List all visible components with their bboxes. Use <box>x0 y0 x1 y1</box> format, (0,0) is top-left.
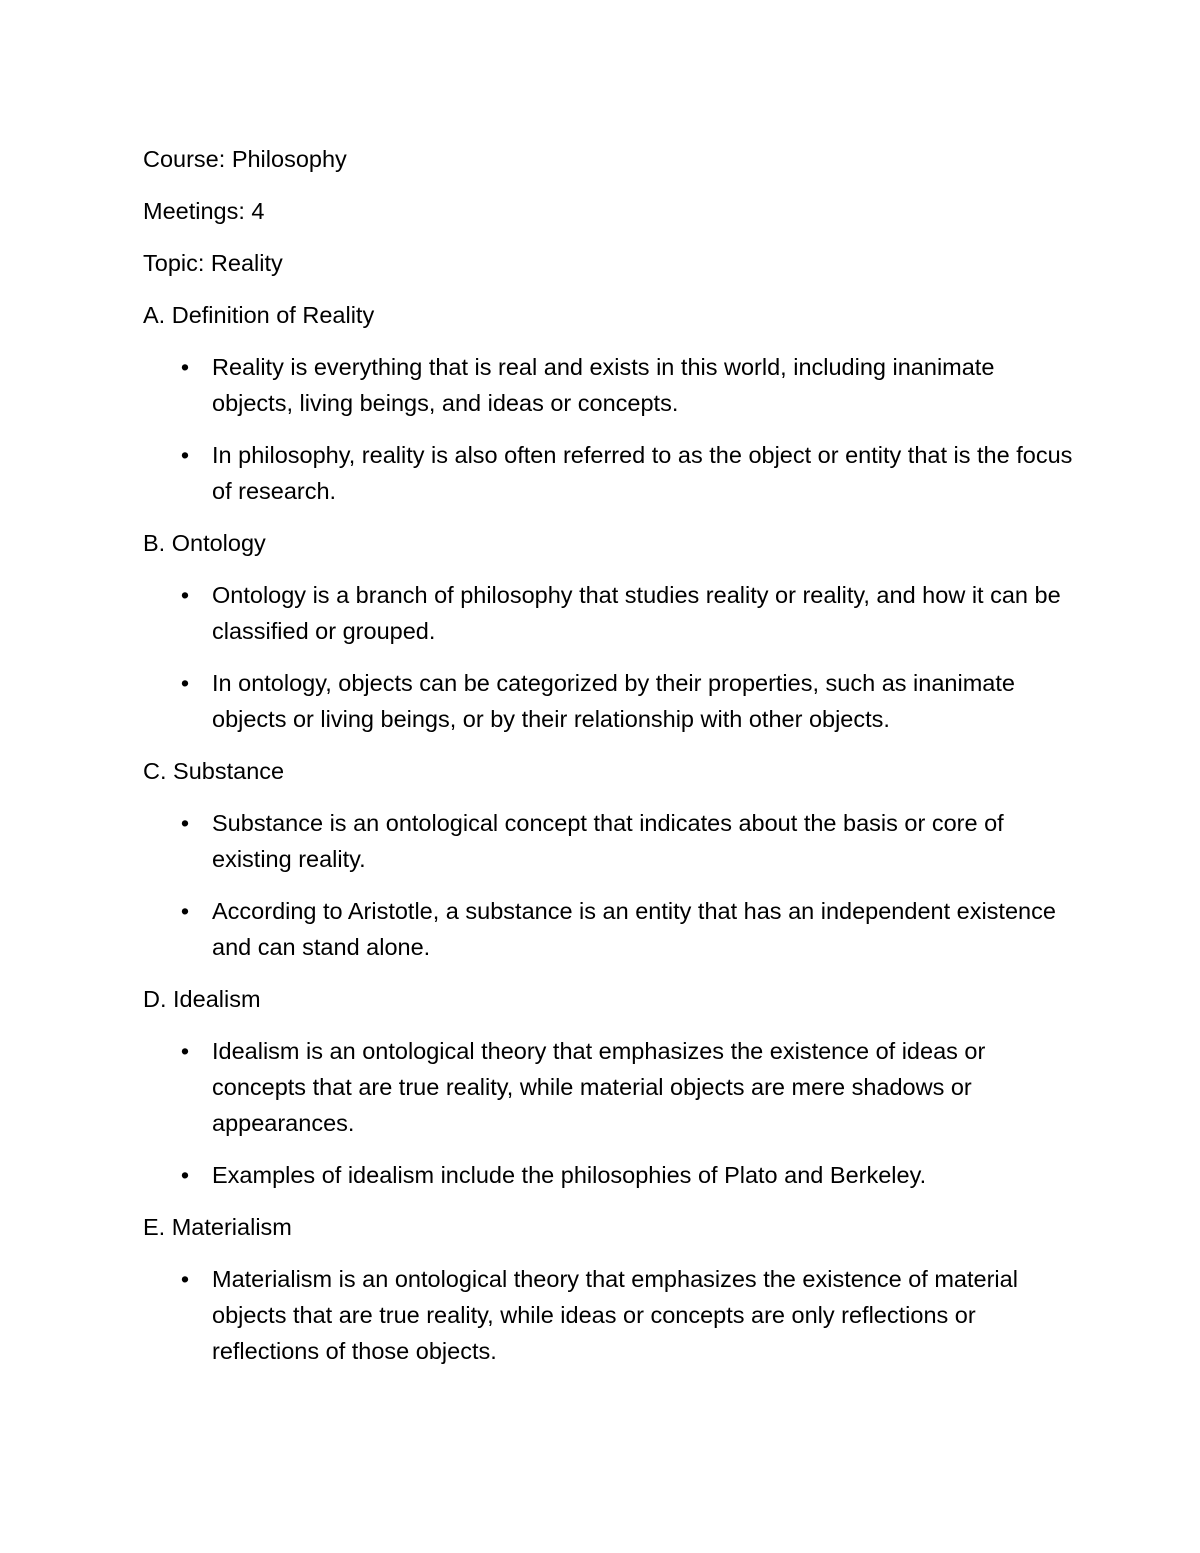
bullet-icon: • <box>180 1038 190 1064</box>
section-materialism <box>143 1209 1073 1369</box>
section-idealism <box>143 981 1073 1193</box>
section-heading: D. Idealism <box>143 986 261 1012</box>
document-content <box>143 141 1073 1385</box>
bullet-icon: • <box>180 670 190 696</box>
list-item <box>143 1033 1073 1141</box>
list-item-text: Ontology is a branch of philosophy that studies reality or reality, and how it can be classified or grouped. <box>212 582 1061 644</box>
list-item <box>143 893 1073 965</box>
list-item <box>143 577 1073 649</box>
bullet-icon: • <box>180 810 190 836</box>
bullet-list <box>143 1033 1073 1193</box>
bullet-icon: • <box>180 442 190 468</box>
list-item-text: Idealism is an ontological theory that emphasizes the existence of ideas or concepts that are true reality, while material objects are mere shadows or appearances. <box>212 1038 986 1136</box>
list-item-text: According to Aristotle, a substance is an entity that has an independent existence and can stand alone. <box>212 898 1056 960</box>
bullet-list <box>143 1261 1073 1369</box>
list-item-text: Examples of idealism include the philosophies of Plato and Berkeley. <box>212 1162 927 1188</box>
list-item <box>143 805 1073 877</box>
meetings-line: Meetings: 4 <box>143 198 265 224</box>
bullet-list <box>143 805 1073 965</box>
list-item <box>143 349 1073 421</box>
list-item-text: Substance is an ontological concept that indicates about the basis or core of existing reality. <box>212 810 1004 872</box>
section-heading: B. Ontology <box>143 530 266 556</box>
bullet-icon: • <box>180 1162 190 1188</box>
section-definition-of-reality <box>143 297 1073 509</box>
bullet-icon: • <box>180 1266 190 1292</box>
bullet-list <box>143 577 1073 737</box>
list-item <box>143 1157 1073 1193</box>
list-item <box>143 665 1073 737</box>
topic-line: Topic: Reality <box>143 250 283 276</box>
list-item-text: Reality is everything that is real and exists in this world, including inanimate objects, living beings, and ideas or concepts. <box>212 354 995 416</box>
course-line: Course: Philosophy <box>143 146 347 172</box>
list-item-text: In philosophy, reality is also often referred to as the object or entity that is the focus of research. <box>212 442 1073 504</box>
section-heading: A. Definition of Reality <box>143 302 375 328</box>
list-item <box>143 437 1073 509</box>
bullet-icon: • <box>180 354 190 380</box>
section-ontology <box>143 525 1073 737</box>
section-heading: E. Materialism <box>143 1214 292 1240</box>
bullet-list <box>143 349 1073 509</box>
section-heading: C. Substance <box>143 758 285 784</box>
section-substance <box>143 753 1073 965</box>
bullet-icon: • <box>180 898 190 924</box>
bullet-icon: • <box>180 582 190 608</box>
list-item <box>143 1261 1073 1369</box>
list-item-text: In ontology, objects can be categorized by their properties, such as inanimate objects or living beings, or by their relationship with other objects. <box>212 670 1015 732</box>
list-item-text: Materialism is an ontological theory that emphasizes the existence of material objects that are true reality, while ideas or concepts are only reflections or reflections of those objects. <box>212 1266 1018 1364</box>
